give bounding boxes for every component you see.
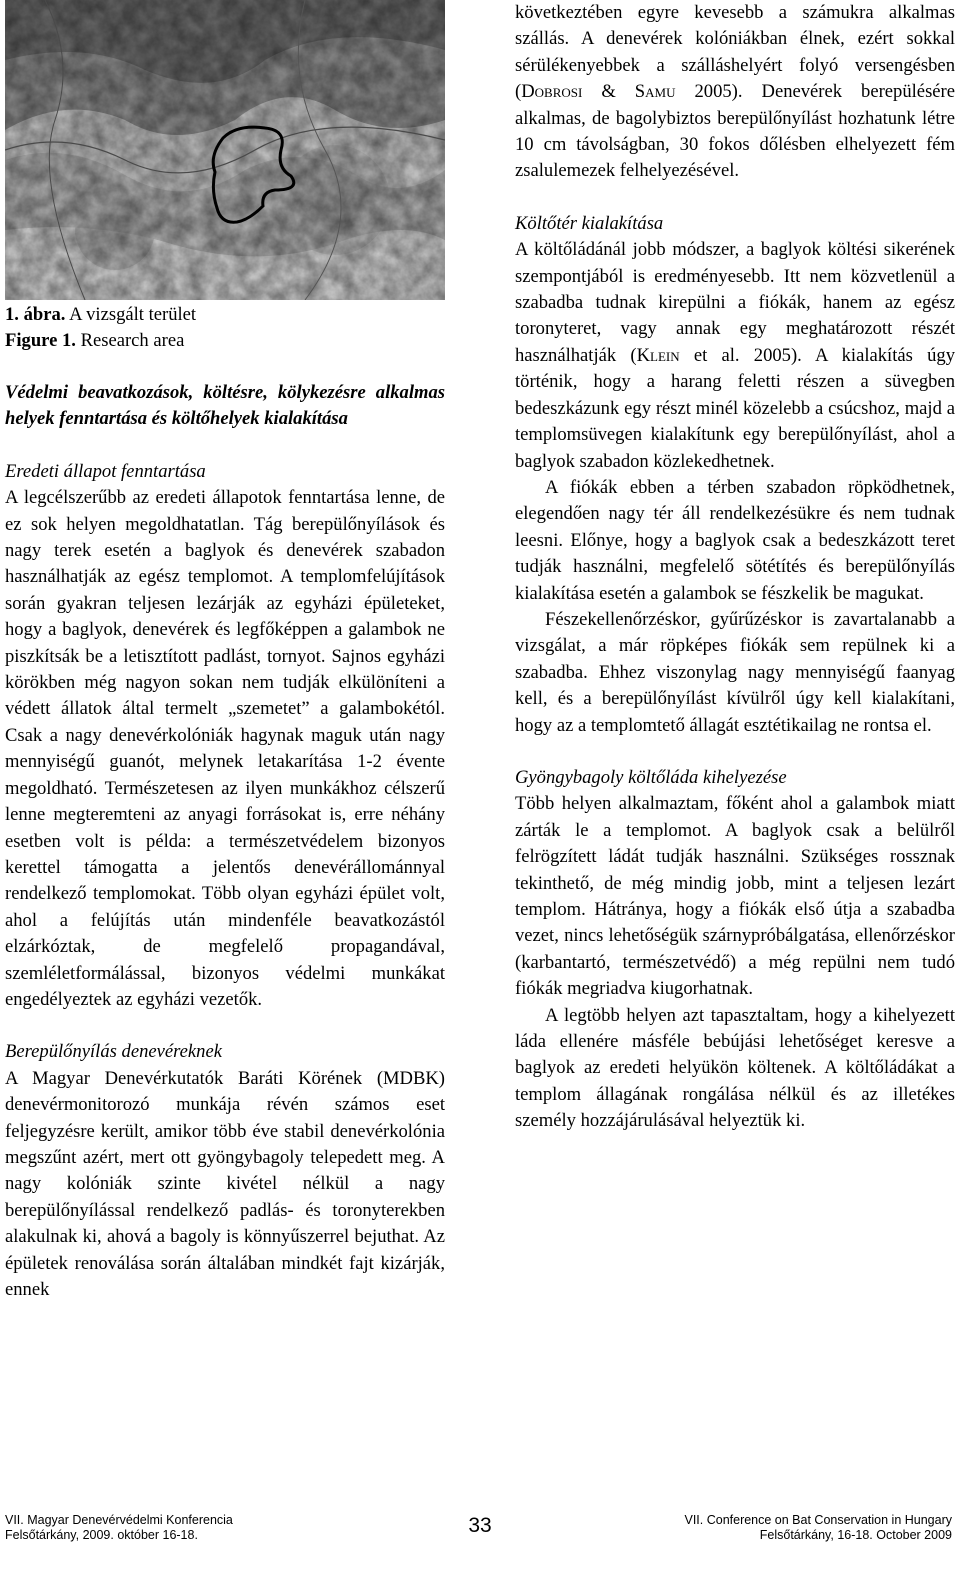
- subheading-eredeti-allapot: Eredeti állapot fenntartása: [5, 460, 206, 482]
- paragraph-eredeti-allapot: A legcélszerűbb az eredeti állapotok fenntartása lenne, de ez sok helyen megoldhatatlan. Tág berepülőnyílások és nagy terek esetén a baglyok és denevérek szabadon használhatják az egész templomot. A templomfelújítások során gyakran teljesen lezárják az egyházi épületeket, hogy a baglyok, denevérek és legfőképpen a galambok ne piszkítsák be a letisztított padlást, tornyot. Sajnos egyházi körökben még nagyon sokan nem tudják elkülöníteni a védett állatok által termelt „szemetet” a galambokétól. Csak a nagy denevérkolóniák hagynak maguk után nagy mennyiségű guanót, melynek letakarítása 1-2 évente megoldható. Természetesen az ilyen munkákhoz célszerű lenne megteremteni az anyagi forrásokat is, erre néhány esetben volt is példa: a természetvédelem bizonyos kerettel támogatta a jelentős denevérállománnyal rendelkező templomokat. Több olyan egyházi épület volt, ahol a felújítás után mindenféle beavatkozástól elzárkóztak, de megfelelő propagandával, szemléletformálással, bizonyos védelmi munkákat engedélyeztek az egyházi vezetők.: [5, 487, 445, 1010]
- subheading-kolto-ter: Költőtér kialakítása: [515, 212, 664, 234]
- paragraph-koltolada: Több helyen alkalmaztam, főként ahol a galambok miatt zárták le a templomot. A baglyok csak a belülről felrögzített ládát tudják használni. Szükséges rossznak tekinthető, de még mindig jobb, mint a teljesen lezárt templom. Hátránya, hogy a fiókák első útja a szabadba vezet, nincs lehetőségük szárnypróbálgatása, ellenőrzéskor (karbantartó, természetvédő) a még repülni nem tudó fiókák megriadva kiugorhatnak.: [515, 793, 955, 1000]
- citation-samu: Samu: [634, 81, 676, 103]
- citation-klein: Klein: [636, 344, 680, 366]
- research-area-map: [5, 0, 445, 300]
- footer-right: VII. Conference on Bat Conservation in Hungary Felsőtárkány, 16-18. October 2009: [684, 1513, 952, 1542]
- figure-caption-hu: 1. ábra. A vizsgált terület: [5, 304, 197, 325]
- paragraph-kolto-ter: A költőládánál jobb módszer, a baglyok költési sikerének szempontjából is eredményesebb. Itt nem közvetlenül a szabadba tudnak kirepülni a fiókák, hanem az egész toronyteret, vagy annak egy meghatározott részét használhatják (Klein et al. 2005). A kialakítás úgy történik, hogy a harang feletti részen a süvegben bedeszkázunk egy részt minél közelebb a csúcshoz, majd a templomsüvegen kialakítunk egy berepülőnyílást, ahol a baglyok szabadon közlekedhetnek.: [515, 239, 955, 472]
- footer-left: VII. Magyar Denevérvédelmi Konferencia Felsőtárkány, 2009. október 16-18.: [5, 1513, 233, 1542]
- paragraph-berepulonyilas: A Magyar Denevérkutatók Baráti Körének (MDBK) denevérmonitorozó munkája révén számos eset feljegyzésre került, amikor több éve stabil denevérkolónia megszűnt azért, mert ott gyöngybagoly telepedett meg. A nagy kolóniák szinte kivétel nélkül a nagy berepülőnyílással rendelkező padlás- és toronyterekben alakulnak ki, ahová a bagoly is könnyűszerrel bejuthat. Az épületek renoválása során általában mindkét fajt kizárják, ennek: [5, 1067, 445, 1300]
- section-heading: Védelmi beavatkozások, költésre, kölykezésre alkalmas helyek fenntartása és költőhelyek kialakítása: [5, 382, 445, 430]
- figure-caption-en: Figure 1. Research area: [5, 330, 185, 351]
- paragraph-continuation: következtében egyre kevesebb a számukra alkalmas szállás. A denevérek kolóniákban élnek, ezért sokkal sérülékenyebbek a szálláshelyért folyó versengésben (Dobrosi & Samu 2005). Denevérek berepülésére alkalmas, de bagolybiztos berepülőnyílást hozhatunk létre 10 cm távolságban, 30 fokos dőlésben elhelyezett fém zsalulemezek felhelyezésével.: [515, 2, 955, 182]
- subheading-berepulonyilas: Berepülőnyílás denevéreknek: [5, 1041, 222, 1063]
- paragraph-fiokak: A fiókák ebben a térben szabadon röpködhetnek, elegendően nagy tér áll rendelkezésükre és nem tudnak leesni. Előnye, hogy a baglyok csak a bedeszkázott teret tudják használni, megfelelő sötétítés és berepülőnyílás kialakítása esetén a galambok se fészkelik be magukat.: [515, 476, 955, 604]
- paragraph-feszekellenorzes: Fészekellenőrzéskor, gyűrűzéskor is zavartalanabb a vizsgálat, a már röpképes fiókák sem repülnek ki a szabadba. Ehhez viszonylag nagy mennyiségű faanyag kell, és a berepülőnyílást kívülről úgy kell kialakítani, hogy az a templomtető állagát esztétikailag ne rontsa el.: [515, 608, 955, 736]
- paragraph-tapasztalat: A legtöbb helyen azt tapasztaltam, hogy a kihelyezett láda ellenére másféle bebújási lehetőséget keresve a baglyok az eredeti helyükön költenek. A költőládákat a templom állagának rongálása nélkül és az illetékes személy hozzájárulásával helyeztük ki.: [515, 1004, 955, 1132]
- right-column: [515, 0, 955, 1135]
- page-number: 33: [468, 1514, 492, 1537]
- subheading-koltolada: Gyöngybagoly költőláda kihelyezése: [515, 766, 787, 788]
- citation-dobrosi: Dobrosi: [521, 81, 583, 103]
